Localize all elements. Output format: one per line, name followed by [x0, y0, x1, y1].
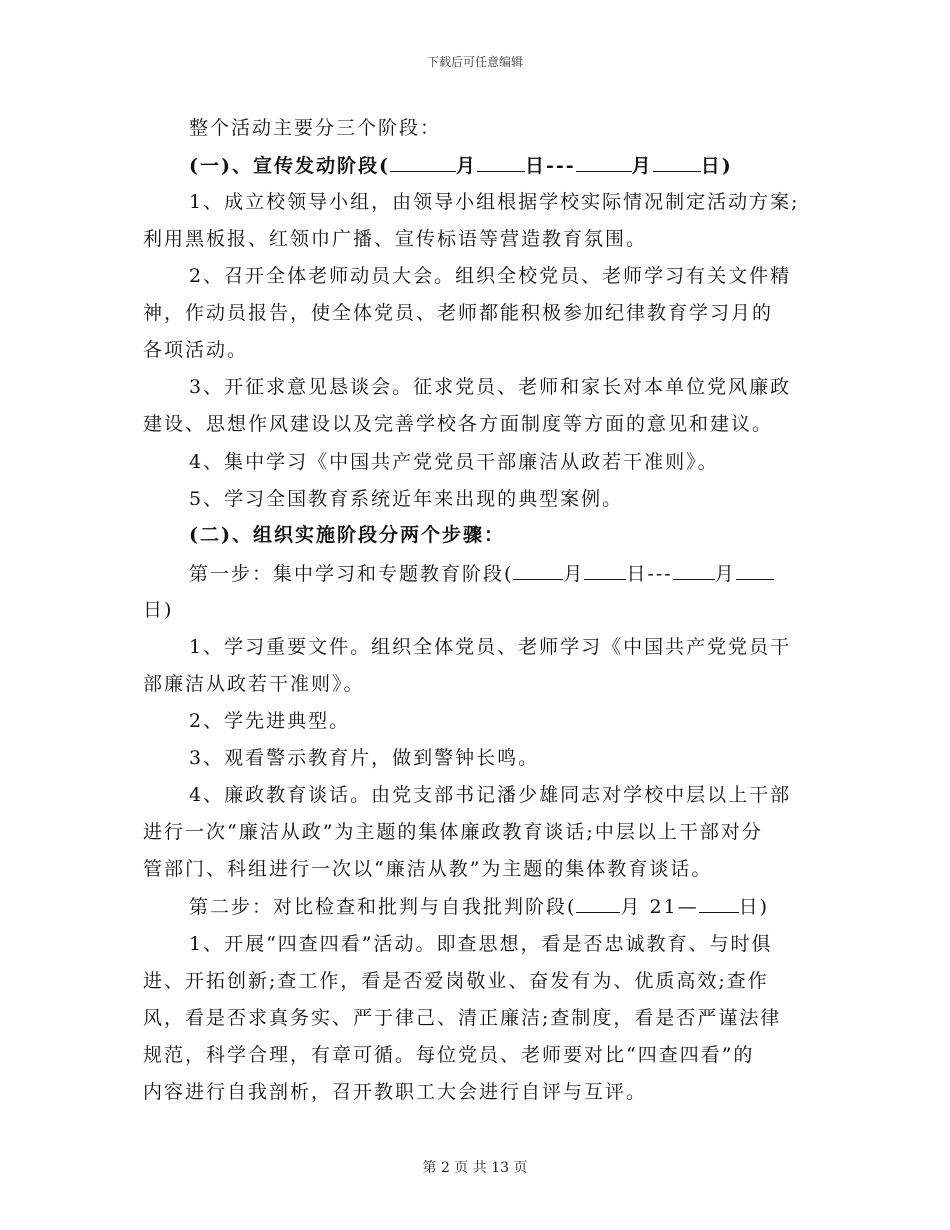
paragraph-line: 1、学习重要文件。组织全体党员、老师学习《中国共产党党员干: [189, 636, 792, 658]
paragraph-line: 4、廉政教育谈话。由党支部书记潘少雄同志对学校中层以上干部: [189, 784, 792, 806]
step1-heading-close: 日): [143, 599, 174, 621]
blank-month-5: [576, 894, 620, 913]
blank-day-2: [653, 153, 701, 172]
step2-day-close: 日): [738, 896, 770, 918]
paragraph-line: 进、开拓创新;查工作，看是否爱岗敬业、奋发有为、优质高效;查作: [143, 970, 769, 992]
paragraph-line: 内容进行自我剖析，召开教职工大会进行自评与互评。: [143, 1081, 648, 1103]
step2-month: 月 21—: [620, 896, 699, 918]
paragraph-line: 2、召开全体老师动员大会。组织全校党员、老师学习有关文件精: [189, 265, 792, 287]
paragraph-line: 1、成立校领导小组，由领导小组根据学校实际情况制定活动方案;: [189, 191, 800, 213]
paragraph-line: 2、学先进典型。: [189, 710, 351, 732]
blank-day-1: [477, 153, 525, 172]
step1-prefix: 第一步：集中学习和专题教育阶段(: [189, 563, 514, 585]
blank-month-4: [673, 561, 715, 580]
page-footer: 第 2 页 共 13 页: [422, 1160, 528, 1176]
blank-day-5: [699, 894, 739, 913]
stage1-heading: [189, 153, 733, 178]
blank-day-4: [736, 561, 774, 580]
paragraph-line: 5、学习全国教育系统近年来出现的典型案例。: [189, 488, 624, 510]
paragraph-line: 神，作动员报告，使全体党员、老师都能积极参加纪律教育学习月的: [143, 302, 774, 324]
stage1-day-dash: 日---: [525, 155, 576, 177]
stage2-heading: (二)、组织实施阶段分两个步骤：: [189, 524, 505, 546]
blank-month-2: [576, 153, 632, 172]
stage1-month-1: 月: [455, 155, 477, 177]
paragraph-line: 建设、思想作风建设以及完善学校各方面制度等方面的意见和建议。: [143, 413, 774, 435]
paragraph-line: 利用黑板报、红领巾广播、宣传标语等营造教育氛围。: [143, 228, 648, 250]
page-header: 下载后可任意编辑: [426, 55, 523, 69]
paragraph-line: 3、观看警示教育片，做到警钟长鸣。: [189, 747, 540, 769]
step1-heading: [189, 561, 774, 586]
step1-month-2: 月: [714, 563, 736, 585]
paragraph-line: 风，看是否求真务实、严于律己、清正廉洁;查制度，看是否严谨法律: [143, 1007, 782, 1029]
step2-prefix: 第二步：对比检查和批判与自我批判阶段(: [189, 896, 577, 918]
paragraph-line: 4、集中学习《中国共产党党员干部廉洁从政若干准则》。: [189, 451, 719, 473]
paragraph-line: 各项活动。: [143, 339, 249, 361]
blank-month-3: [513, 561, 563, 580]
blank-month-1: [390, 153, 456, 172]
paragraph-line: 规范，科学合理，有章可循。每位党员、老师要对比“四查四看”的: [143, 1044, 755, 1066]
stage1-day-close: 日): [700, 155, 733, 177]
paragraph-line: 部廉洁从政若干准则》。: [143, 673, 365, 695]
paragraph-line: 1、开展“四查四看”活动。即查思想，看是否忠诚教育、与时俱: [189, 933, 773, 955]
paragraph-line: 3、开征求意见恳谈会。征求党员、老师和家长对本单位党风廉政: [189, 376, 792, 398]
step1-day-dash: 日---: [626, 563, 673, 585]
intro-text: 整个活动主要分三个阶段：: [189, 117, 442, 139]
paragraph-line: 进行一次“廉洁从政”为主题的集体廉政教育谈话;中层以上干部对分: [143, 821, 763, 843]
paragraph-line: 管部门、科组进行一次以“廉洁从教”为主题的集体教育谈话。: [143, 858, 713, 880]
step2-heading: [189, 894, 769, 919]
step1-month-1: 月: [563, 563, 585, 585]
stage1-title-prefix: (一)、宣传发动阶段(: [189, 155, 390, 177]
blank-day-3: [584, 561, 626, 580]
stage1-month-2: 月: [631, 155, 653, 177]
